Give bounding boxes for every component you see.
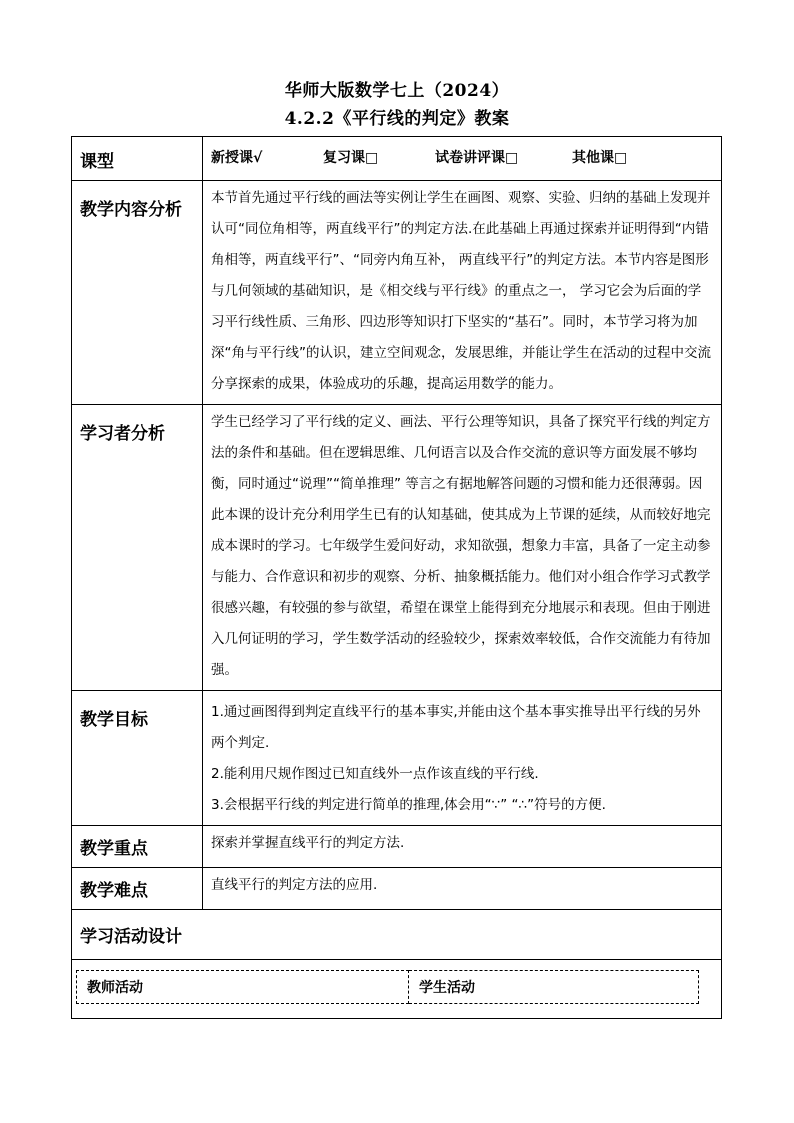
content-analysis-row — [72, 181, 722, 405]
difficulties-row — [72, 868, 722, 910]
lesson-type-new: 新授课√ — [211, 150, 263, 166]
lesson-type-other: 其他课□ — [572, 150, 628, 166]
activity-design-head-row — [72, 910, 722, 960]
lesson-type-label: 课型 — [72, 137, 203, 181]
objectives-label: 教学目标 — [72, 691, 203, 826]
objective-item: 2.能利用尺规作图过已知直线外一点作该直线的平行线. — [211, 766, 539, 782]
objective-item: 3.会根据平行线的判定进行简单的推理,体会用“∵” “∴”符号的方便. — [211, 797, 606, 813]
key-points-text: 探索并掌握直线平行的判定方法. — [203, 826, 722, 868]
lesson-type-exam-review: 试卷讲评课□ — [435, 150, 519, 166]
learner-analysis-text: 学生已经学习了平行线的定义、画法、平行公理等知识，具备了探究平行线的判定方法的条件和基础。但在逻辑思维、几何语言以及合作交流的意识等方面发展不够均衡，同时通过“说理”“简单推理” 等言之有据地解答问题的习惯和能力还很薄弱。因此本课的设计充分利用学生已有的认知基础，使其成为上节课的延续，从而较好地完成本课时的学习。七年级学生爱问好动，求知欲强，想象力丰富，具备了一定主动参与能力、合作意识和初步的观察、分析、抽象概括能力。他们对小组合作学习式教学很感兴趣，有较强的参与欲望，希望在课堂上能得到充分地展示和表现。但由于刚进入几何证明的学习，学生数学活动的经验较少，探索效率较低，合作交流能力有待加强。 — [203, 405, 722, 691]
teacher-activity-header: 教师活动 — [77, 971, 409, 1004]
activity-header-row — [77, 971, 699, 1004]
objectives-list — [203, 691, 722, 826]
difficulties-text: 直线平行的判定方法的应用. — [203, 868, 722, 910]
learner-analysis-row — [72, 405, 722, 691]
document-title: 华师大版数学七上（2024） — [284, 81, 510, 101]
student-activity-header: 学生活动 — [409, 971, 699, 1004]
objectives-row — [72, 691, 722, 826]
content-analysis-label: 教学内容分析 — [72, 181, 203, 405]
lesson-type-row — [72, 137, 722, 181]
content-analysis-text: 本节首先通过平行线的画法等实例让学生在画图、观察、实验、归纳的基础上发现并认可“同位角相等，两直线平行”的判定方法.在此基础上再通过探索并证明得到“内错角相等，两直线平行”、“同旁内角互补， 两直线平行”的判定方法。本节内容是图形与几何领域的基础知识，是《相交线与平行线》的重点之一， 学习它会为后面的学习平行线性质、三角形、四边形等知识打下坚实的“基石”。同时，本节学习将为加深“角与平行线”的认识，建立空间观念，发展思维，并能让学生在活动的过程中交流分享探索的成果，体验成功的乐趣，提高运用数学的能力。 — [203, 181, 722, 405]
activity-design-body — [72, 960, 722, 1019]
key-points-row — [72, 826, 722, 868]
lesson-type-review: 复习课□ — [323, 150, 379, 166]
difficulties-label: 教学难点 — [72, 868, 203, 910]
activity-design-label: 学习活动设计 — [72, 910, 722, 960]
activity-design-body-row — [72, 960, 722, 1019]
lesson-type-options — [203, 137, 722, 181]
lesson-plan-table — [71, 136, 722, 1019]
objective-item: 1.通过画图得到判定直线平行的基本事实,并能由这个基本事实推导出平行线的另外两个判定. — [211, 704, 701, 751]
learner-analysis-label: 学习者分析 — [72, 405, 203, 691]
activity-table — [76, 970, 699, 1004]
document-subtitle: 4.2.2《平行线的判定》教案 — [284, 109, 510, 129]
key-points-label: 教学重点 — [72, 826, 203, 868]
